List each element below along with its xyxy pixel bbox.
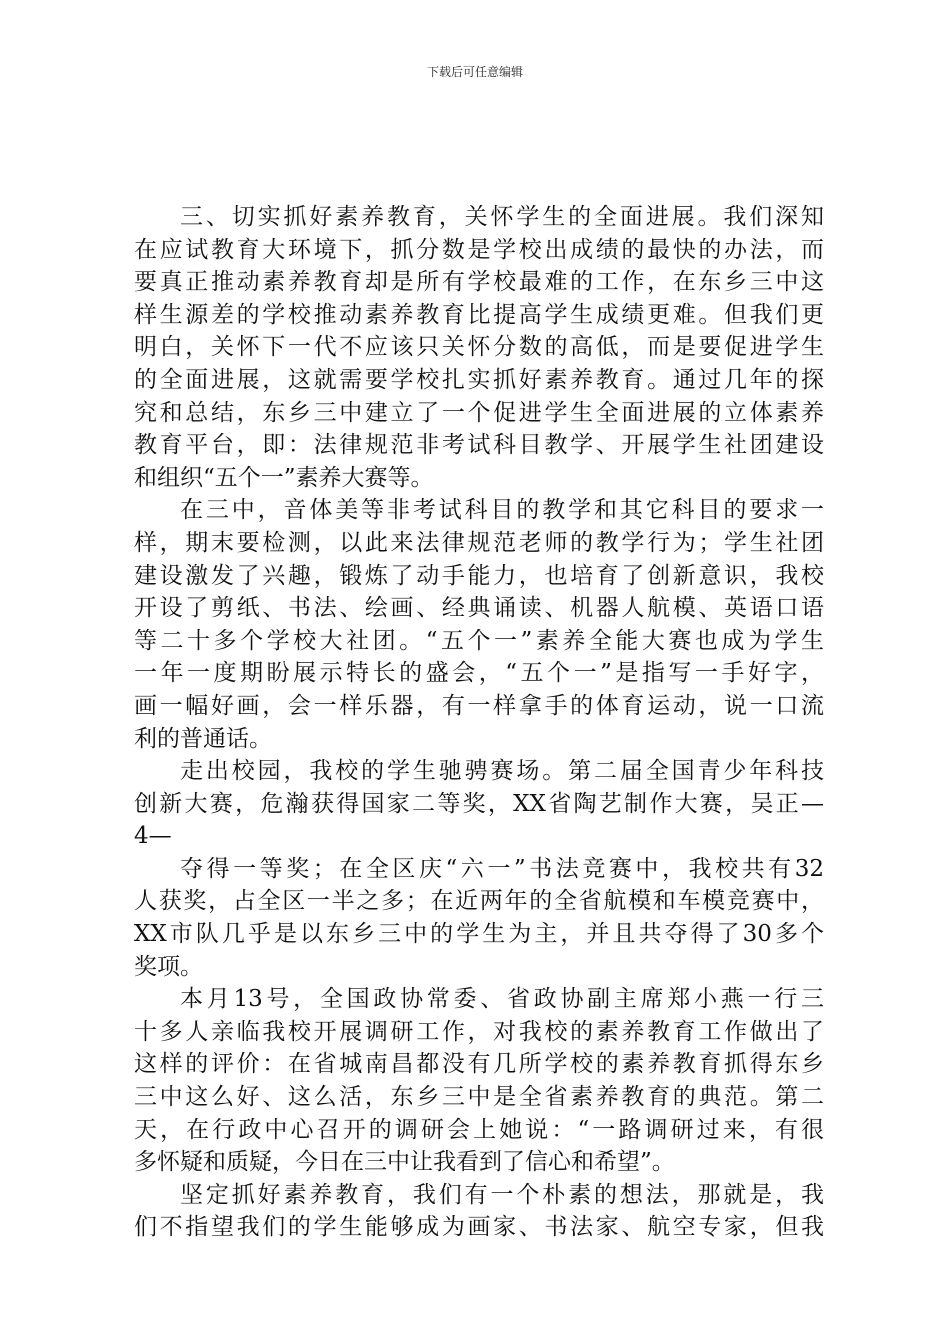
- paragraph-line: 三、切实抓好素养教育，关怀学生的全面进展。我们深知: [180, 204, 824, 230]
- paragraph-line: 天，在行政中心召开的调研会上她说：“一路调研过来，有很: [134, 1116, 824, 1143]
- paragraph-line: 一年一度期盼展示特长的盛会，“五个一”是指写一手好字，: [134, 660, 824, 687]
- body-text: [134, 201, 824, 1244]
- paragraph-line: 创新大赛，危瀚获得国家二等奖，XX省陶艺制作大赛，吴正—: [134, 790, 824, 817]
- paragraph-line: 走出校园，我校的学生驰骋赛场。第二届全国青少年科技: [180, 758, 824, 785]
- paragraph-line: 画一幅好画，会一样乐器，有一样拿手的体育运动，说一口流: [134, 692, 824, 719]
- paragraph-line: 在三中，音体美等非考试科目的教学和其它科目的要求一: [180, 497, 824, 524]
- paragraph-line: 十多人亲临我校开展调研工作，对我校的素养教育工作做出了: [134, 1018, 824, 1045]
- paragraph-line: 明白，关怀下一代不应该只关怀分数的高低，而是要促进学生: [134, 334, 824, 361]
- paragraph-line: 坚定抓好素养教育，我们有一个朴素的想法，那就是，我: [180, 1181, 824, 1208]
- paragraph-line: 本月13号，全国政协常委、省政协副主席郑小燕一行三: [180, 986, 824, 1013]
- paragraph-line: 开设了剪纸、书法、绘画、经典诵读、机器人航模、英语口语: [134, 595, 824, 622]
- paragraph-line: 教育平台，即：法律规范非考试科目教学、开展学生社团建设: [134, 432, 824, 459]
- paragraph-line: 建设激发了兴趣，锻炼了动手能力，也培育了创新意识，我校: [134, 562, 824, 589]
- paragraph-line: 要真正推动素养教育却是所有学校最难的工作，在东乡三中这: [134, 269, 824, 296]
- page-header: 下载后可任意编辑: [426, 65, 523, 79]
- paragraph-line: 在应试教育大环境下，抓分数是学校出成绩的最快的办法，而: [134, 236, 824, 263]
- paragraph-line: 夺得一等奖；在全区庆“六一”书法竞赛中，我校共有32: [180, 855, 824, 882]
- paragraph-line: 们不指望我们的学生能够成为画家、书法家、航空专家，但我: [134, 1214, 824, 1241]
- paragraph-line: 多怀疑和质疑，今日在三中让我看到了信心和希望”。: [134, 1149, 675, 1176]
- paragraph-line: 样，期末要检测，以此来法律规范老师的教学行为；学生社团: [134, 529, 824, 556]
- paragraph-line: 和组织“五个一”素养大赛等。: [134, 464, 434, 491]
- page-number-line: 4—: [134, 823, 172, 850]
- paragraph-line: 样生源差的学校推动素养教育比提高学生成绩更难。但我们更: [134, 301, 824, 328]
- paragraph-line: 的全面进展，这就需要学校扎实抓好素养教育。通过几年的探: [134, 366, 824, 393]
- paragraph-line: 究和总结，东乡三中建立了一个促进学生全面进展的立体素养: [134, 399, 824, 426]
- paragraph-line: 奖项。: [134, 953, 203, 980]
- paragraph-line: 利的普通话。: [134, 725, 272, 752]
- paragraph-line: 三中这么好、这么活，东乡三中是全省素养教育的典范。第二: [134, 1084, 824, 1111]
- paragraph-line: 等二十多个学校大社团。“五个一”素养全能大赛也成为学生: [134, 627, 824, 654]
- paragraph-line: 人获奖，占全区一半之多；在近两年的全省航模和车模竞赛中，: [134, 888, 824, 915]
- paragraph-line: XX市队几乎是以东乡三中的学生为主，并且共夺得了30多个: [134, 921, 824, 948]
- paragraph-line: 这样的评价：在省城南昌都没有几所学校的素养教育抓得东乡: [134, 1051, 824, 1078]
